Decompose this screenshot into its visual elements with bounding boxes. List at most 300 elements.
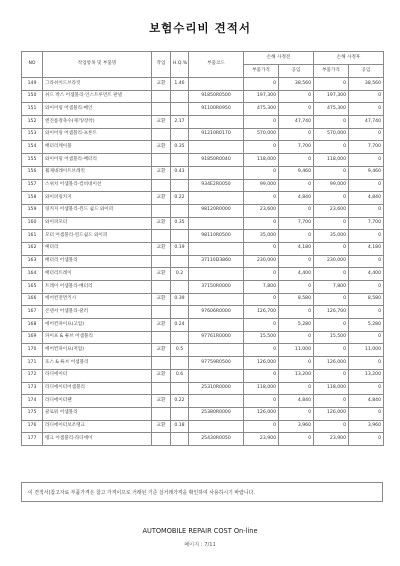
cell-no: 167 — [22, 306, 43, 319]
cell-labor-after: 47,740 — [349, 116, 384, 129]
cell-part-code: 37110D3860 — [189, 255, 244, 268]
cell-item: 배터리 어셈블리 — [43, 255, 152, 268]
cell-part-price-before: 0 — [244, 344, 279, 357]
cell-labor-after: 7,700 — [349, 141, 384, 154]
cell-labor-before: 0 — [279, 154, 314, 167]
cell-labor-after: 38,560 — [349, 78, 384, 91]
table-header — [22, 52, 384, 78]
cell-labor-before: 11,000 — [279, 344, 314, 357]
cell-labor-after: 0 — [349, 433, 384, 446]
cell-part-price-after: 99,000 — [314, 179, 349, 192]
cell-no: 174 — [22, 395, 43, 408]
cell-part-code — [189, 319, 244, 332]
cell-no: 152 — [22, 116, 43, 129]
cell-part-code — [189, 116, 244, 129]
cell-hq: 0.19 — [171, 242, 189, 255]
cell-part-price-after: 230,000 — [314, 255, 349, 268]
cell-item: 쿨로워 어셈블리 — [43, 407, 152, 420]
cell-labor-after: 0 — [349, 128, 384, 141]
cell-part-code — [189, 192, 244, 205]
cell-item: 모터 어셈블리-윈드쉴드 와이퍼 — [43, 230, 152, 243]
cell-labor-before: 0 — [279, 230, 314, 243]
cell-part-price-before: 0 — [244, 319, 279, 332]
cell-labor-after: 4,840 — [349, 395, 384, 408]
cell-labor-before: 13,200 — [279, 369, 314, 382]
cell-hq: 1.46 — [171, 78, 189, 91]
cell-part-price-after: 7,800 — [314, 281, 349, 294]
cell-item: 호스 & 튜브 어셈블리 — [43, 357, 152, 370]
cell-part-price-before: 0 — [244, 369, 279, 382]
cell-part-price-before: 0 — [244, 268, 279, 281]
table-row — [22, 255, 384, 268]
cell-work: 교환 — [152, 395, 171, 408]
table-row — [22, 179, 384, 192]
cell-labor-after: 9,460 — [349, 166, 384, 179]
header-part-price-after: 부품가격 — [314, 65, 349, 78]
page-number: 페이지 : 7/11 — [184, 542, 216, 548]
cell-part-code — [189, 293, 244, 306]
cell-labor-after: 0 — [349, 306, 384, 319]
cell-labor-before: 0 — [279, 90, 314, 103]
cell-part-price-before: 118,000 — [244, 382, 279, 395]
cell-item: 와이어링 어셈블리-메인 — [43, 103, 152, 116]
cell-part-price-before: 0 — [244, 78, 279, 91]
cell-item: 링커지 어셈블리-윈드 쉴드 와이퍼 — [43, 204, 152, 217]
cell-labor-before: 0 — [279, 255, 314, 268]
header-no: NO — [22, 52, 43, 78]
cell-work: 교환 — [152, 268, 171, 281]
cell-labor-after: 0 — [349, 357, 384, 370]
cell-item: 배터리 — [43, 242, 152, 255]
cell-no: 151 — [22, 103, 43, 116]
cell-labor-after: 0 — [349, 103, 384, 116]
cell-hq — [171, 255, 189, 268]
cell-work: 교환 — [152, 242, 171, 255]
cell-labor-after: 3,960 — [349, 420, 384, 433]
cell-hq — [171, 357, 189, 370]
cell-no: 170 — [22, 344, 43, 357]
cell-labor-before: 0 — [279, 281, 314, 294]
cell-part-price-after: 0 — [314, 420, 349, 433]
cell-part-price-after: 0 — [314, 395, 349, 408]
cell-item: 와이퍼모터 — [43, 217, 152, 230]
cell-hq — [171, 179, 189, 192]
table-row — [22, 90, 384, 103]
cell-work: 교환 — [152, 141, 171, 154]
cell-labor-after: 0 — [349, 230, 384, 243]
cell-labor-after: 4,840 — [349, 192, 384, 205]
cell-part-price-after: 126,000 — [314, 407, 349, 420]
cell-hq — [171, 433, 189, 446]
cell-labor-before: 5,280 — [279, 319, 314, 332]
table-row — [22, 217, 384, 230]
header-hq: H.Q.% — [171, 52, 189, 78]
cell-labor-after: 5,280 — [349, 319, 384, 332]
cell-part-price-after: 0 — [314, 166, 349, 179]
table-row — [22, 141, 384, 154]
cell-part-price-after: 0 — [314, 78, 349, 91]
header-group-after: 손해 사정후 — [314, 52, 384, 65]
cell-labor-before: 0 — [279, 179, 314, 192]
cell-labor-after: 8,580 — [349, 293, 384, 306]
cell-work: 교환 — [152, 369, 171, 382]
cell-part-price-after: 126,000 — [314, 357, 349, 370]
cell-part-price-before: 0 — [244, 217, 279, 230]
cell-labor-before: 0 — [279, 204, 314, 217]
cell-labor-before: 0 — [279, 331, 314, 344]
cell-labor-before: 4,840 — [279, 395, 314, 408]
cell-work — [152, 255, 171, 268]
cell-labor-before: 0 — [279, 128, 314, 141]
cell-no: 164 — [22, 268, 43, 281]
cell-hq: 0.35 — [171, 217, 189, 230]
footer-note: 이 견적서(참고자료 부품가격은 참고 가격이므로 거래된 기준 실거래가격을 확인하여 사용하시기 바랍니다. — [21, 482, 383, 502]
table-row — [22, 293, 384, 306]
cell-item: 트레이 어셈블리-배터리 — [43, 281, 152, 294]
cell-item: 엔진룸정축수(제거/장착) — [43, 116, 152, 129]
cell-part-code — [189, 78, 244, 91]
cell-no: 163 — [22, 255, 43, 268]
cell-labor-after: 4,180 — [349, 242, 384, 255]
cell-part-price-after: 0 — [314, 268, 349, 281]
cell-part-code — [189, 395, 244, 408]
cell-part-price-after: 23,900 — [314, 433, 349, 446]
cell-labor-before: 0 — [279, 382, 314, 395]
cell-part-price-before: 7,800 — [244, 281, 279, 294]
cell-item: 라디에이터보조탱크 — [43, 420, 152, 433]
cell-labor-after: 0 — [349, 255, 384, 268]
cell-item: 배터리트레이 — [43, 268, 152, 281]
cell-part-code: 37150R0000 — [189, 281, 244, 294]
cell-work — [152, 230, 171, 243]
cell-hq: 0.39 — [171, 293, 189, 306]
cell-item: 에어컨전면키시 — [43, 293, 152, 306]
cell-part-code: 97759R0500 — [189, 357, 244, 370]
cell-item: 스위치 어셈블리-컴비네이션 — [43, 179, 152, 192]
cell-part-code — [189, 369, 244, 382]
cell-no: 177 — [22, 433, 43, 446]
cell-part-price-before: 570,000 — [244, 128, 279, 141]
cell-labor-before: 4,180 — [279, 242, 314, 255]
table-row — [22, 242, 384, 255]
table-row — [22, 407, 384, 420]
cell-item: 쉬드 박스 어셈블리-인스트루먼트 판넬 — [43, 90, 152, 103]
cell-item: 휠제네레이트브래킷 — [43, 166, 152, 179]
cell-work: 교환 — [152, 116, 171, 129]
cell-part-code: 934E2R0050 — [189, 179, 244, 192]
cell-part-code: 91850R0500 — [189, 90, 244, 103]
cell-part-price-before: 23,900 — [244, 433, 279, 446]
header-labor-after: 공임 — [349, 65, 384, 78]
cell-part-price-after: 0 — [314, 369, 349, 382]
table-row — [22, 281, 384, 294]
cell-part-price-before: 0 — [244, 116, 279, 129]
table-row — [22, 319, 384, 332]
cell-part-code: 91210R0170 — [189, 128, 244, 141]
cell-item: 와이퍼링커지 — [43, 192, 152, 205]
cell-labor-after: 0 — [349, 382, 384, 395]
cell-part-price-before: 0 — [244, 166, 279, 179]
cell-labor-before: 4,400 — [279, 268, 314, 281]
cell-part-price-before: 126,700 — [244, 306, 279, 319]
table-row — [22, 166, 384, 179]
cell-part-price-after: 118,000 — [314, 382, 349, 395]
cell-part-price-after: 35,000 — [314, 230, 349, 243]
cell-labor-before: 0 — [279, 306, 314, 319]
table-row — [22, 331, 384, 344]
cell-part-code — [189, 344, 244, 357]
cell-work — [152, 331, 171, 344]
cell-labor-after: 7,700 — [349, 217, 384, 230]
table-row — [22, 433, 384, 446]
cell-no: 150 — [22, 90, 43, 103]
cell-labor-after: 0 — [349, 90, 384, 103]
table-body — [22, 78, 384, 446]
cell-no: 172 — [22, 369, 43, 382]
cell-no: 159 — [22, 204, 43, 217]
footer-brand: AUTOMOBILE REPAIR COST On-line — [142, 527, 258, 535]
cell-labor-before: 9,460 — [279, 166, 314, 179]
cell-part-price-after: 15,500 — [314, 331, 349, 344]
cell-item: 그라쉬이드브라킷 — [43, 78, 152, 91]
cell-no: 161 — [22, 230, 43, 243]
cell-labor-before: 0 — [279, 357, 314, 370]
header-part-code: 부품코드 — [189, 52, 244, 78]
cell-no: 165 — [22, 281, 43, 294]
cell-item: 에어컨파이프(고압) — [43, 319, 152, 332]
header-item: 작업항목 및 부품명 — [43, 52, 152, 78]
table-row — [22, 420, 384, 433]
cell-hq: 0.2 — [171, 268, 189, 281]
cell-item: 와이어링 어셈블리-배터리 — [43, 154, 152, 167]
cell-part-price-before: 0 — [244, 192, 279, 205]
table-row — [22, 382, 384, 395]
cell-work — [152, 103, 171, 116]
cell-labor-before: 47,740 — [279, 116, 314, 129]
cell-item: 와이어링 어셈블리-프론트 — [43, 128, 152, 141]
cell-item: 에어컨파이프(저압) — [43, 344, 152, 357]
cell-part-price-before: 126,000 — [244, 407, 279, 420]
cell-work: 교환 — [152, 192, 171, 205]
cell-work — [152, 281, 171, 294]
cell-part-price-after: 23,600 — [314, 204, 349, 217]
table-row — [22, 268, 384, 281]
cell-work — [152, 382, 171, 395]
cell-labor-before: 0 — [279, 407, 314, 420]
cell-labor-after: 0 — [349, 179, 384, 192]
cell-work — [152, 90, 171, 103]
table-row — [22, 369, 384, 382]
table-row — [22, 116, 384, 129]
cell-no: 168 — [22, 319, 43, 332]
cell-part-price-after: 0 — [314, 344, 349, 357]
cell-hq — [171, 204, 189, 217]
cell-work — [152, 204, 171, 217]
cell-no: 175 — [22, 407, 43, 420]
cell-part-code: 97761R0000 — [189, 331, 244, 344]
cell-hq: 0.43 — [171, 166, 189, 179]
cell-labor-before: 8,580 — [279, 293, 314, 306]
cell-labor-before: 0 — [279, 103, 314, 116]
cell-no: 160 — [22, 217, 43, 230]
cell-hq — [171, 154, 189, 167]
cell-hq — [171, 331, 189, 344]
cell-work: 교환 — [152, 166, 171, 179]
cell-part-price-before: 118,000 — [244, 154, 279, 167]
cell-hq — [171, 407, 189, 420]
cell-work: 교환 — [152, 319, 171, 332]
cell-part-price-after: 475,300 — [314, 103, 349, 116]
table-row — [22, 78, 384, 91]
cell-labor-before: 38,560 — [279, 78, 314, 91]
cell-part-price-after: 0 — [314, 217, 349, 230]
estimate-table — [21, 51, 384, 446]
cell-part-price-after: 126,700 — [314, 306, 349, 319]
cell-labor-before: 3,960 — [279, 420, 314, 433]
cell-part-code: 91850R0040 — [189, 154, 244, 167]
table-row — [22, 230, 384, 243]
cell-work — [152, 154, 171, 167]
cell-part-price-before: 0 — [244, 293, 279, 306]
cell-labor-after: 0 — [349, 281, 384, 294]
cell-part-price-before: 35,000 — [244, 230, 279, 243]
cell-part-code — [189, 242, 244, 255]
cell-work: 교환 — [152, 217, 171, 230]
cell-no: 154 — [22, 141, 43, 154]
cell-no: 169 — [22, 331, 43, 344]
cell-part-price-before: 15,500 — [244, 331, 279, 344]
cell-labor-after: 13,200 — [349, 369, 384, 382]
cell-work: 교환 — [152, 344, 171, 357]
cell-labor-before: 0 — [279, 433, 314, 446]
cell-part-code: 98120R0000 — [189, 204, 244, 217]
cell-item: 라디에이터어셈블리 — [43, 382, 152, 395]
table-row — [22, 306, 384, 319]
cell-item: 파이프 & 튜브 어셈블리 — [43, 331, 152, 344]
cell-part-price-after: 0 — [314, 319, 349, 332]
cell-hq: 0.6 — [171, 369, 189, 382]
cell-part-code: 25380R0000 — [189, 407, 244, 420]
cell-no: 149 — [22, 78, 43, 91]
cell-part-price-before: 0 — [244, 420, 279, 433]
cell-hq — [171, 382, 189, 395]
cell-part-code — [189, 141, 244, 154]
cell-part-code: 25310R0000 — [189, 382, 244, 395]
cell-labor-before: 7,700 — [279, 141, 314, 154]
cell-part-price-before: 197,300 — [244, 90, 279, 103]
cell-item: 탱크 어셈블리-라디에이 — [43, 433, 152, 446]
cell-part-code — [189, 217, 244, 230]
cell-no: 156 — [22, 166, 43, 179]
cell-item: 배터리케이블 — [43, 141, 152, 154]
header-work: 작업 — [152, 52, 171, 78]
cell-hq — [171, 128, 189, 141]
header-group-before: 손해 사정전 — [244, 52, 314, 65]
cell-hq: 0.24 — [171, 319, 189, 332]
cell-part-price-before: 99,000 — [244, 179, 279, 192]
cell-item: 라디에이터 — [43, 369, 152, 382]
table-row — [22, 344, 384, 357]
table-row — [22, 192, 384, 205]
cell-labor-after: 0 — [349, 204, 384, 217]
cell-labor-after: 0 — [349, 154, 384, 167]
table-row — [22, 154, 384, 167]
cell-part-code — [189, 420, 244, 433]
cell-work: 교환 — [152, 420, 171, 433]
cell-part-price-before: 23,600 — [244, 204, 279, 217]
cell-part-price-before: 475,300 — [244, 103, 279, 116]
cell-labor-after: 11,000 — [349, 344, 384, 357]
cell-hq — [171, 306, 189, 319]
cell-work — [152, 433, 171, 446]
cell-work — [152, 407, 171, 420]
cell-labor-after: 0 — [349, 407, 384, 420]
cell-part-price-before: 126,000 — [244, 357, 279, 370]
cell-part-price-after: 0 — [314, 293, 349, 306]
cell-part-code: 91100R0950 — [189, 103, 244, 116]
cell-work: 교환 — [152, 78, 171, 91]
cell-no: 176 — [22, 420, 43, 433]
cell-work: 교환 — [152, 293, 171, 306]
cell-part-price-before: 0 — [244, 141, 279, 154]
cell-part-code — [189, 166, 244, 179]
header-part-price-before: 부품가격 — [244, 65, 279, 78]
cell-hq — [171, 230, 189, 243]
cell-hq: 0.5 — [171, 344, 189, 357]
cell-part-price-before: 230,000 — [244, 255, 279, 268]
table-row — [22, 103, 384, 116]
cell-hq — [171, 90, 189, 103]
document-title: 보험수리비 견적서 — [149, 21, 251, 35]
cell-work — [152, 357, 171, 370]
cell-part-price-after: 570,000 — [314, 128, 349, 141]
cell-part-code: 98110R0500 — [189, 230, 244, 243]
table-row — [22, 395, 384, 408]
cell-labor-before: 4,840 — [279, 192, 314, 205]
cell-hq: 0.22 — [171, 192, 189, 205]
cell-part-code — [189, 268, 244, 281]
cell-part-price-after: 0 — [314, 141, 349, 154]
table-row — [22, 204, 384, 217]
cell-hq: 0.22 — [171, 395, 189, 408]
cell-no: 166 — [22, 293, 43, 306]
cell-no: 157 — [22, 179, 43, 192]
cell-item: 라디에이터팬 — [43, 395, 152, 408]
cell-part-price-before: 0 — [244, 395, 279, 408]
table-row — [22, 357, 384, 370]
cell-no: 153 — [22, 128, 43, 141]
cell-part-price-after: 0 — [314, 242, 349, 255]
header-labor-before: 공임 — [279, 65, 314, 78]
cell-part-price-after: 118,000 — [314, 154, 349, 167]
cell-part-price-before: 0 — [244, 242, 279, 255]
cell-labor-after: 4,400 — [349, 268, 384, 281]
cell-work — [152, 306, 171, 319]
cell-part-code: 25430R0050 — [189, 433, 244, 446]
cell-no: 162 — [22, 242, 43, 255]
cell-part-price-after: 0 — [314, 192, 349, 205]
cell-no: 171 — [22, 357, 43, 370]
cell-no: 158 — [22, 192, 43, 205]
cell-labor-before: 7,700 — [279, 217, 314, 230]
cell-item: 콘덴서 어셈블리-쿨러 — [43, 306, 152, 319]
cell-hq — [171, 103, 189, 116]
cell-work — [152, 128, 171, 141]
cell-part-price-after: 0 — [314, 116, 349, 129]
cell-hq: 2.17 — [171, 116, 189, 129]
table-row — [22, 128, 384, 141]
cell-hq: 0.35 — [171, 141, 189, 154]
